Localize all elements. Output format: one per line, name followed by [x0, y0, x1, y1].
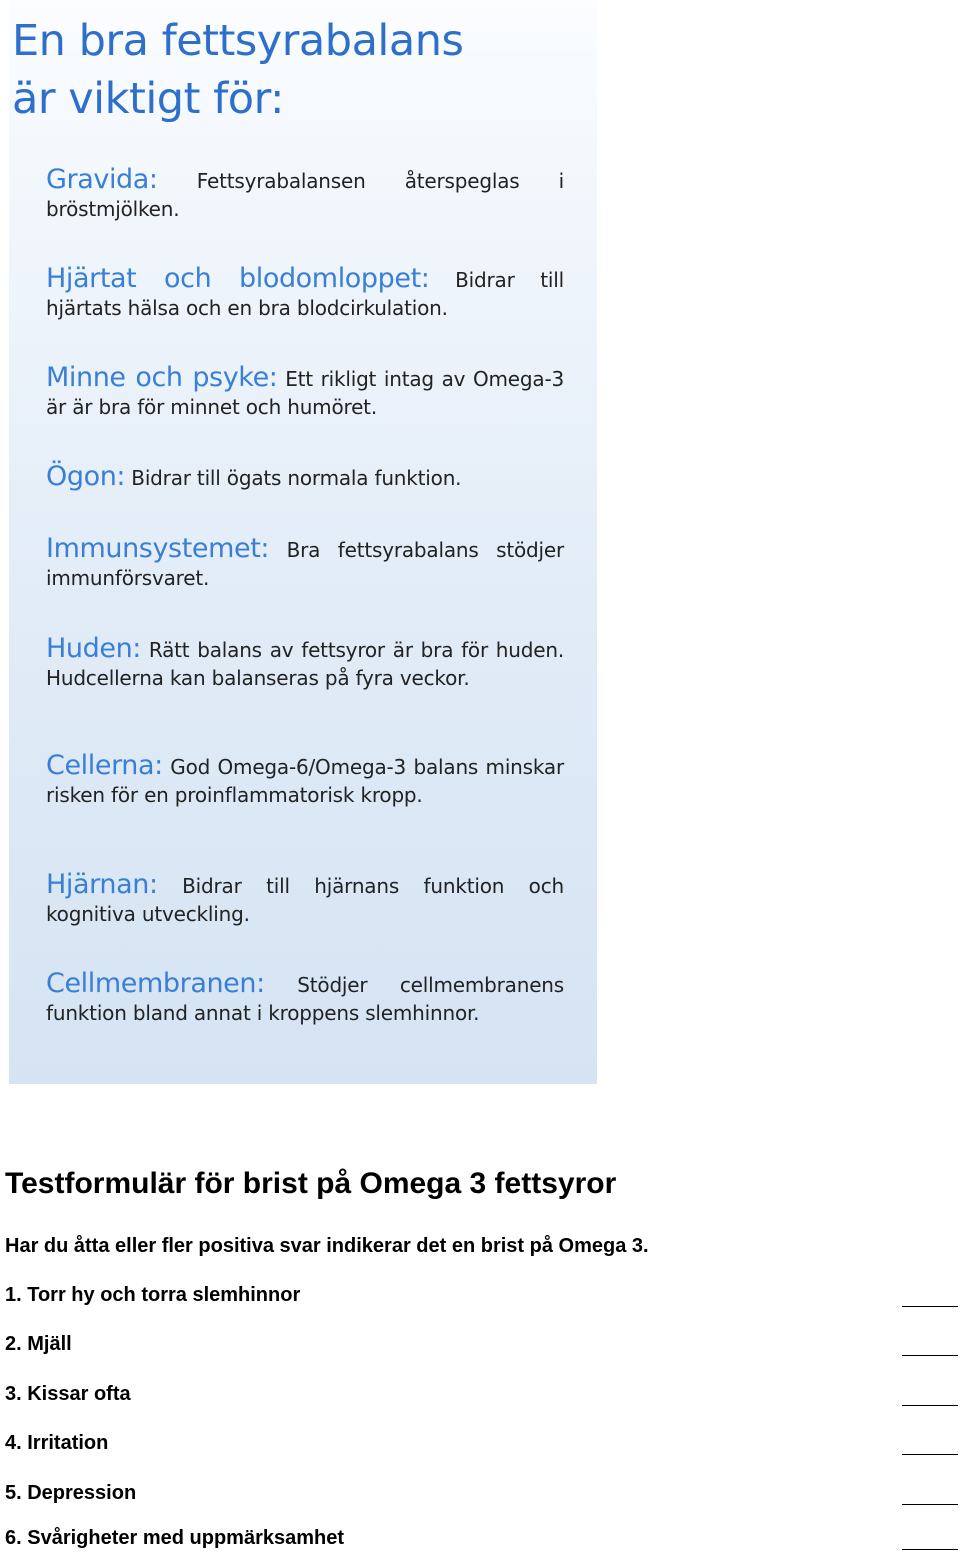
entry-cellmembranen: [46, 970, 564, 1027]
entry-immunsystemet: [46, 535, 564, 592]
entry-heading: Minne och psyke:: [46, 362, 278, 393]
omega-info-panel: [9, 0, 597, 1084]
entry-heading: Cellmembranen:: [46, 968, 265, 999]
entry-hjarnan: [46, 871, 564, 928]
entry-text: Bidrar till ögats normala funktion.: [131, 466, 462, 490]
entry-heading: Huden:: [46, 633, 141, 664]
entry-heading: Ögon:: [46, 461, 126, 492]
question-text: 5. Depression: [5, 1482, 137, 1504]
answer-line[interactable]: [902, 1355, 958, 1356]
answer-line[interactable]: [902, 1306, 958, 1307]
question-text: 2. Mjäll: [5, 1333, 72, 1355]
entry-cellerna: [46, 752, 564, 809]
entry-heading: Immunsystemet:: [46, 533, 270, 564]
answer-line[interactable]: [902, 1549, 958, 1550]
answer-line[interactable]: [902, 1504, 958, 1505]
question-row: [5, 1333, 960, 1363]
entry-hjartat: [46, 265, 564, 322]
entry-text: God Omega-6/Omega-3 balans minskar risken för en proinflammatorisk kropp.: [46, 755, 564, 807]
entry-heading: Gravida:: [46, 164, 158, 195]
entry-heading: Cellerna:: [46, 750, 163, 781]
question-text: 6. Svårigheter med uppmärksamhet: [5, 1527, 345, 1549]
entry-gravida: [46, 166, 564, 223]
entry-heading: Hjärtat och blodomloppet:: [46, 263, 430, 294]
question-row: [5, 1432, 960, 1462]
question-row: [5, 1383, 960, 1413]
question-row: [5, 1284, 960, 1314]
entry-text: Fettsyrabalansen återspeglas i bröstmjölken.: [46, 169, 564, 221]
question-text: 4. Irritation: [5, 1432, 109, 1454]
entry-text: Rätt balans av fettsyror är bra för huden. Hudcellerna kan balanseras på fyra veckor.: [46, 638, 564, 690]
entry-text: Bra fettsyrabalans stödjer immunförsvaret.: [46, 538, 564, 590]
question-text: 1. Torr hy och torra slemhinnor: [5, 1284, 301, 1306]
entry-text: Stödjer cellmembranens funktion bland annat i kroppens slemhinnor.: [46, 973, 564, 1025]
entry-text: Bidrar till hjärnans funktion och kognitiva utveckling.: [46, 874, 564, 926]
entry-minne: [46, 364, 564, 421]
question-text: 3. Kissar ofta: [5, 1383, 131, 1405]
answer-line[interactable]: [902, 1454, 958, 1455]
question-row: [5, 1527, 960, 1557]
entry-huden: [46, 635, 564, 692]
form-intro: Har du åtta eller fler positiva svar indikerar det en brist på Omega 3.: [5, 1235, 649, 1257]
entry-text: Bidrar till hjärtats hälsa och en bra blodcirkulation.: [46, 268, 564, 320]
answer-line[interactable]: [902, 1405, 958, 1406]
panel-title-line-2: är viktigt för:: [12, 74, 284, 124]
panel-title: [12, 12, 592, 128]
entry-heading: Hjärnan:: [46, 869, 158, 900]
question-row: [5, 1482, 960, 1512]
entry-text: Ett rikligt intag av Omega-3 är är bra för minnet och humöret.: [46, 367, 564, 419]
form-title: Testformulär för brist på Omega 3 fettsyror: [5, 1167, 617, 1200]
panel-title-line-1: En bra fettsyrabalans: [12, 16, 464, 66]
entry-ogon: [46, 463, 564, 492]
